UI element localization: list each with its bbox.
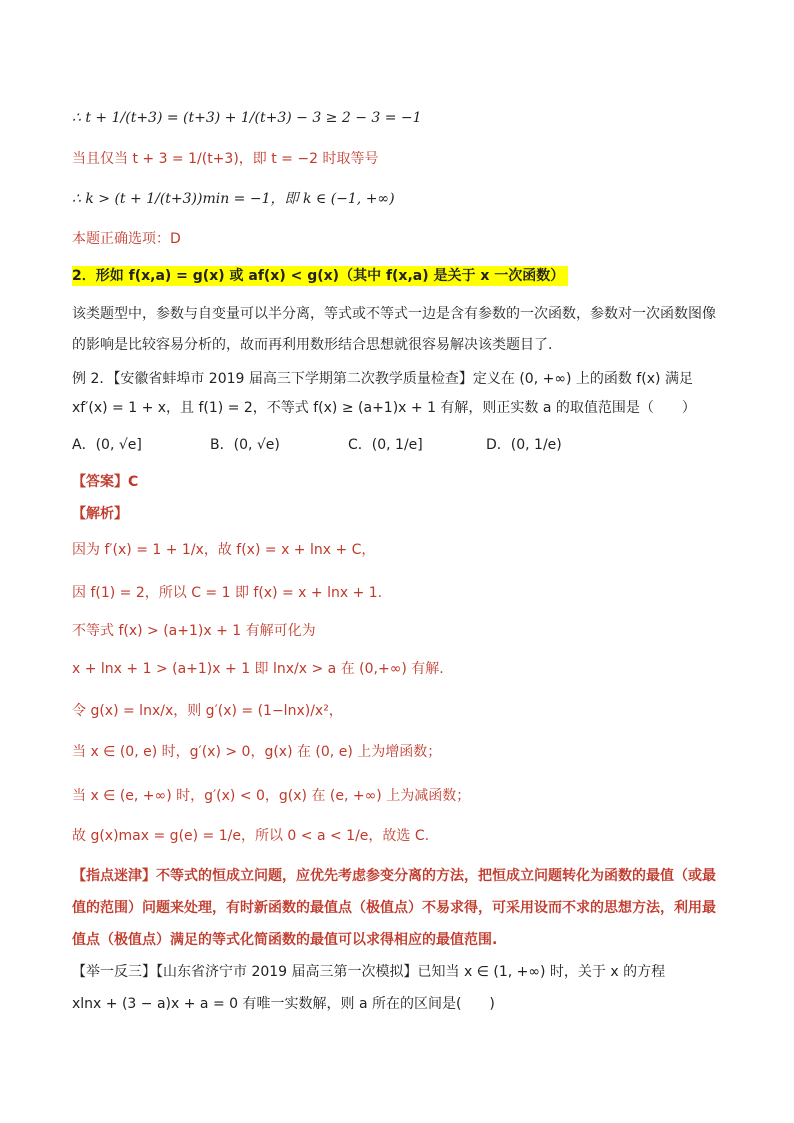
analysis-line: 因 f(1) = 2，所以 C = 1 即 f(x) = x + lnx + 1. xyxy=(72,585,383,601)
tips-paragraph-line: 【指点迷津】不等式的恒成立问题，应优先考虑参变分离的方法，把恒成立问题转化为函数的最值（或最 xyxy=(72,868,716,884)
analysis-line: 不等式 f(x) > (a+1)x + 1 有解可化为 xyxy=(72,623,316,639)
option-d: D．(0, 1/e) xyxy=(486,437,562,453)
option-a: A．(0, √e] xyxy=(72,437,142,453)
solution-inequality-line: ∴ t + 1/(t+3) = (t+3) + 1/(t+3) − 3 ≥ 2 − 3 = −1 xyxy=(72,110,422,126)
analysis-line: 当 x ∈ (e, +∞) 时，g′(x) < 0，g(x) 在 (e, +∞) 上为减函数； xyxy=(72,788,471,804)
option-b: B．(0, √e) xyxy=(210,437,280,453)
section-heading-2 xyxy=(72,266,568,286)
example-2-condition: xf′(x) = 1 + x，且 f(1) = 2，不等式 f(x) ≥ (a+1)x + 1 有解，则正实数 a 的取值范围是（ ） xyxy=(72,400,696,416)
analysis-line: x + lnx + 1 > (a+1)x + 1 即 lnx/x > a 在 (0,+∞) 有解. xyxy=(72,661,444,677)
practice-title: 【举一反三】【山东省济宁市 2019 届高三第一次模拟】已知当 x ∈ (1, +∞) 时，关于 x 的方程 xyxy=(72,964,666,980)
analysis-label: 【解析】 xyxy=(72,506,128,522)
equality-condition: 当且仅当 t + 3 = 1/(t+3)，即 t = −2 时取等号 xyxy=(72,151,379,167)
correct-option-line: 本题正确选项：D xyxy=(72,231,181,247)
analysis-line: 当 x ∈ (0, e) 时，g′(x) > 0，g(x) 在 (0, e) 上为增函数； xyxy=(72,744,442,760)
option-c: C．(0, 1/e] xyxy=(348,437,423,453)
tips-paragraph-line: 值的范围）问题来处理，有时新函数的最值点（极值点）不易求得，可采用设而不求的思想方法，利用最 xyxy=(72,900,716,916)
k-range-line: ∴ k > (t + 1/(t+3))min = −1，即 k ∈ (−1, +∞) xyxy=(72,191,395,207)
example-2-title: 例 2．【安徽省蚌埠市 2019 届高三下学期第二次教学质量检查】定义在 (0, +∞) 上的函数 f(x) 满足 xyxy=(72,371,693,387)
analysis-conclusion: 故 g(x)max = g(e) = 1/e，所以 0 < a < 1/e，故选 C. xyxy=(72,828,430,844)
paragraph-line: 的影响是比较容易分析的，故而再利用数形结合思想就很容易解决该类题目了. xyxy=(72,337,553,353)
answer-label: 【答案】C xyxy=(72,474,139,490)
analysis-line: 因为 f′(x) = 1 + 1/x，故 f(x) = x + lnx + C， xyxy=(72,542,376,558)
practice-question: xlnx + (3 − a)x + a = 0 有唯一实数解，则 a 所在的区间是( ) xyxy=(72,996,495,1012)
paragraph-line: 该类题型中，参数与自变量可以半分离，等式或不等式一边是含有参数的一次函数，参数对一次函数图像 xyxy=(72,306,716,322)
section-heading-highlight: 2．形如 f(x,a) = g(x) 或 af(x) < g(x)（其中 f(x,a) 是关于 x 一次函数） xyxy=(72,266,568,286)
analysis-line: 令 g(x) = lnx/x，则 g′(x) = (1−lnx)/x²， xyxy=(72,703,343,719)
tips-paragraph-line: 值点（极值点）满足的等式化简函数的最值可以求得相应的最值范围. xyxy=(72,932,498,948)
